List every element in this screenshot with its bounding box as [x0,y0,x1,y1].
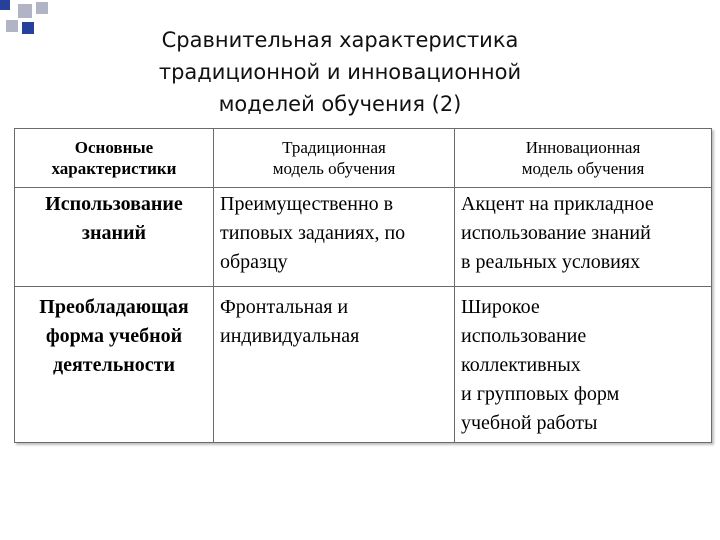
cell-line: знаний [81,222,147,244]
title-line-3: моделей обучения (2) [218,92,462,116]
cell-line: типовых заданиях, по [220,222,406,244]
traditional-cell [214,188,455,287]
header-text: модель обучения [272,159,396,178]
header-traditional [214,129,455,188]
cell-line: образцу [220,251,288,273]
slide-title [100,24,580,120]
cell-line: Преимущественно в [220,193,394,215]
header-text: Основные [74,138,154,157]
cell-line: учебной работы [461,412,598,434]
header-text: Традиционная [282,138,386,157]
cell-line: коллективных [461,354,581,376]
innovative-cell [455,188,712,287]
header-characteristics [15,129,214,188]
cell-line: индивидуальная [220,325,360,347]
title-line-1: Сравнительная характеристика [161,28,519,52]
table-row [15,188,712,287]
cell-line: Использование [45,193,183,215]
comparison-table [14,128,712,443]
row-label-cell [15,287,214,443]
table-row [15,287,712,443]
header-text: Инновационная [525,138,641,157]
innovative-cell [455,287,712,443]
cell-line: Широкое [461,296,540,318]
title-line-2: традиционной и инновационной [158,60,522,84]
cell-line: использование [461,325,587,347]
row-label-cell [15,188,214,287]
cell-line: форма учебной [45,325,183,347]
header-text: характеристики [51,159,177,178]
header-innovative [455,129,712,188]
header-text: модель обучения [521,159,645,178]
cell-line: Фронтальная и [220,296,349,318]
cell-line: и групповых форм [461,383,620,405]
traditional-cell [214,287,455,443]
cell-line: Акцент на прикладное [461,193,654,215]
cell-line: деятельности [52,354,176,376]
cell-line: использование знаний [461,222,651,244]
table-header-row [15,129,712,188]
cell-line: в реальных условиях [461,251,641,273]
cell-line: Преобладающая [39,296,189,318]
decorative-squares-icon [0,0,60,48]
